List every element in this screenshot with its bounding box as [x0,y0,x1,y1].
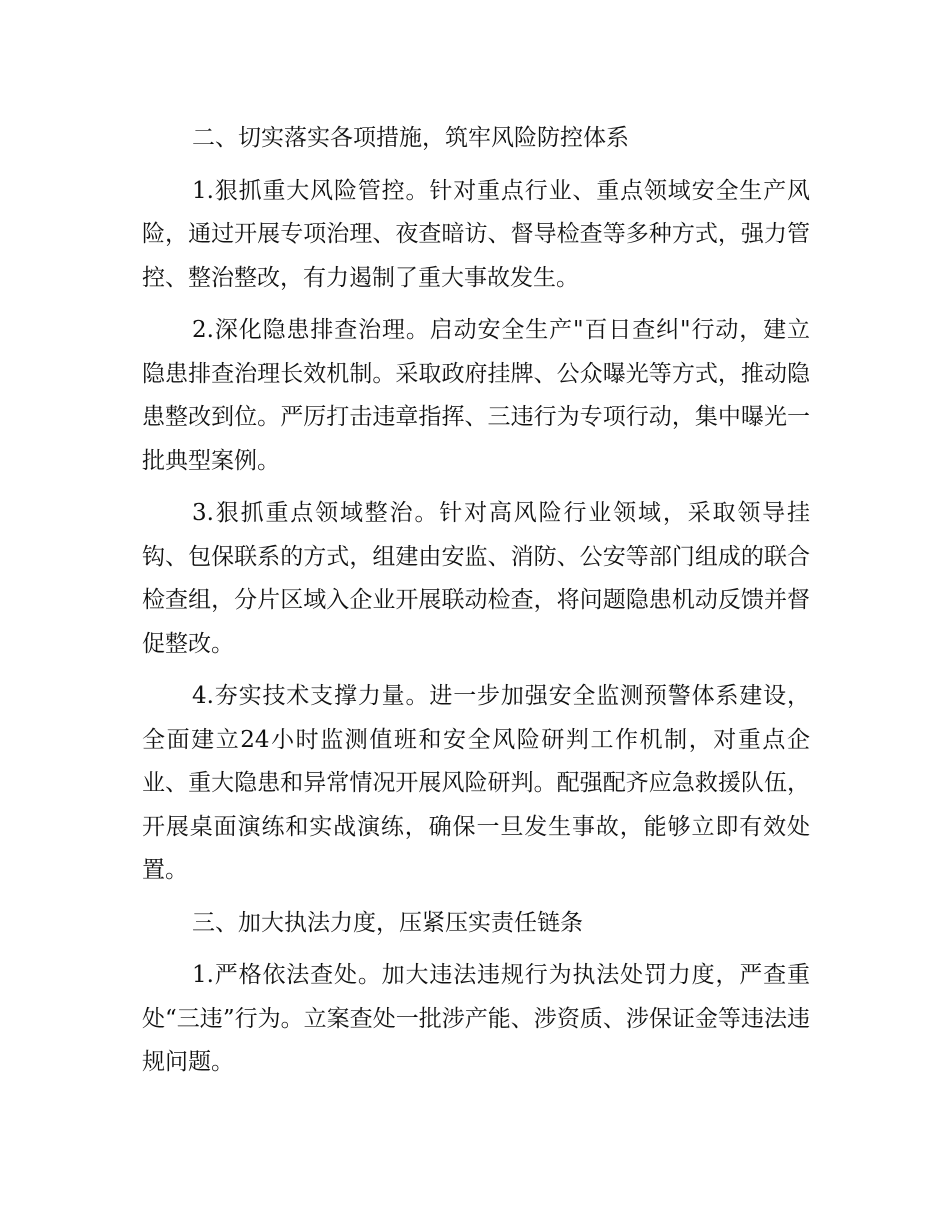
section-heading-2: 二、切实落实各项措施，筑牢风险防控体系 [192,125,629,151]
paragraph-risk-control: 1.狠抓重大风险管控。针对重点行业、重点领域安全生产风险，通过开展专项治理、夜查暗访、督导检查等多种方式，强力管控、整治整改，有力遏制了重大事故发生。 [142,177,810,291]
paragraph-technical-support: 4.夯实技术支撑力量。进一步加强安全监测预警体系建设，全面建立24小时监测值班和安全风险研判工作机制，对重点企业、重大隐患和异常情况开展风险研判。配强配齐应急救援队伍，开展桌面演练和实战演练，确保一旦发生事故，能够立即有效处置。 [142,683,810,883]
document-body [142,117,810,1094]
paragraph-key-field-rectification: 3.狠抓重点领域整治。针对高风险行业领域，采取领导挂钩、包保联系的方式，组建由安监、消防、公安等部门组成的联合检查组，分片区域入企业开展联动检查，将问题隐患机动反馈并督促整改。 [142,500,810,657]
paragraph-hazard-investigation: 2.深化隐患排查治理。启动安全生产"百日查纠"行动，建立隐患排查治理长效机制。采取政府挂牌、公众曝光等方式，推动隐患整改到位。严厉打击违章指挥、三违行为专项行动，集中曝光一批典型案例。 [142,317,810,474]
paragraph-law-enforcement: 1.严格依法查处。加大违法违规行为执法处罚力度，严查重处“三违”行为。立案查处一批涉产能、涉资质、涉保证金等违法违规问题。 [142,962,810,1075]
section-heading-3: 三、加大执法力度，压紧压实责任链条 [192,909,583,936]
